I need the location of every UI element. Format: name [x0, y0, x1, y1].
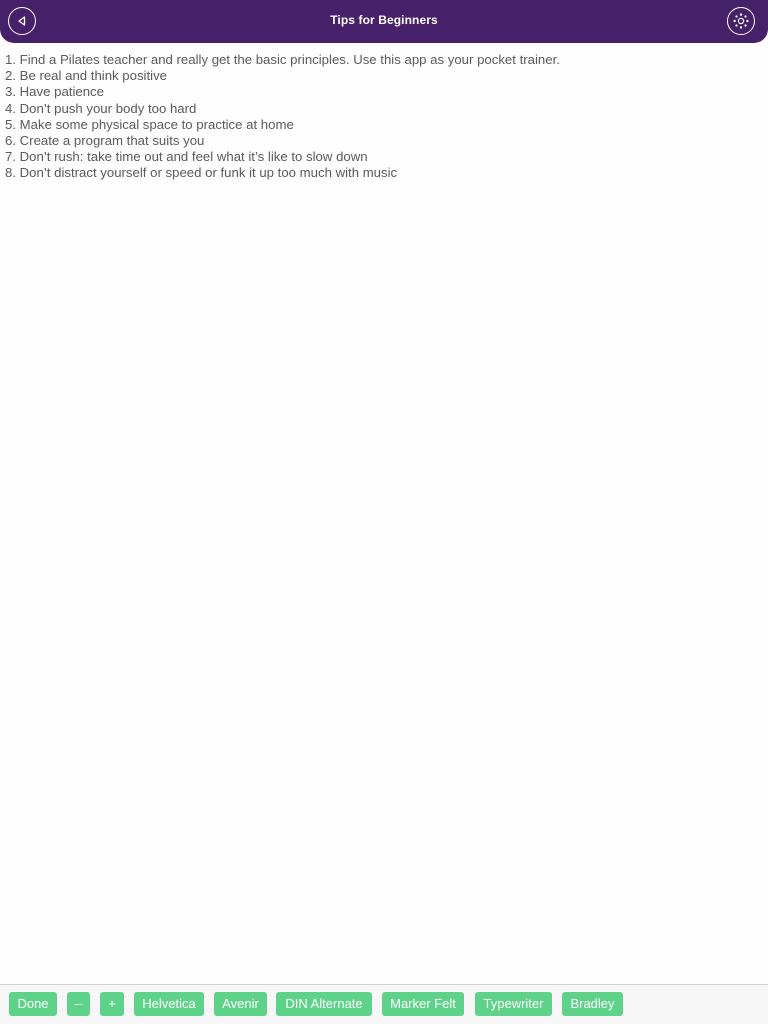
decrease-font-button[interactable]: –	[67, 992, 90, 1016]
format-toolbar	[0, 984, 768, 1024]
increase-font-button[interactable]: +	[100, 992, 124, 1016]
list-item: 2. Be real and think positive	[5, 68, 168, 84]
list-item: 7. Don’t rush: take time out and feel what it’s like to slow down	[5, 149, 368, 165]
font-din-alternate-button[interactable]: DIN Alternate	[276, 992, 372, 1016]
settings-button[interactable]	[727, 7, 755, 35]
font-helvetica-button[interactable]: Helvetica	[134, 992, 204, 1016]
list-item: 6. Create a program that suits you	[5, 133, 205, 149]
list-item: 4. Don’t push your body too hard	[5, 100, 197, 116]
done-button[interactable]: Done	[9, 992, 57, 1016]
tips-list	[5, 52, 560, 182]
font-bradley-button[interactable]: Bradley	[562, 992, 623, 1016]
list-item: 3. Have patience	[5, 84, 104, 100]
font-marker-felt-button[interactable]: Marker Felt	[382, 992, 464, 1016]
header-bar	[0, 0, 768, 43]
font-avenir-button[interactable]: Avenir	[214, 992, 267, 1016]
font-typewriter-button[interactable]: Typewriter	[475, 992, 552, 1016]
page-title: Tips for Beginners	[330, 13, 438, 27]
list-item: 5. Make some physical space to practice at home	[5, 116, 294, 132]
list-item: 1. Find a Pilates teacher and really get the basic principles. Use this app as your pocket trainer.	[5, 52, 560, 67]
settings-gear-icon	[732, 12, 750, 30]
list-item: 8. Don’t distract yourself or speed or funk it up too much with music	[5, 165, 398, 181]
